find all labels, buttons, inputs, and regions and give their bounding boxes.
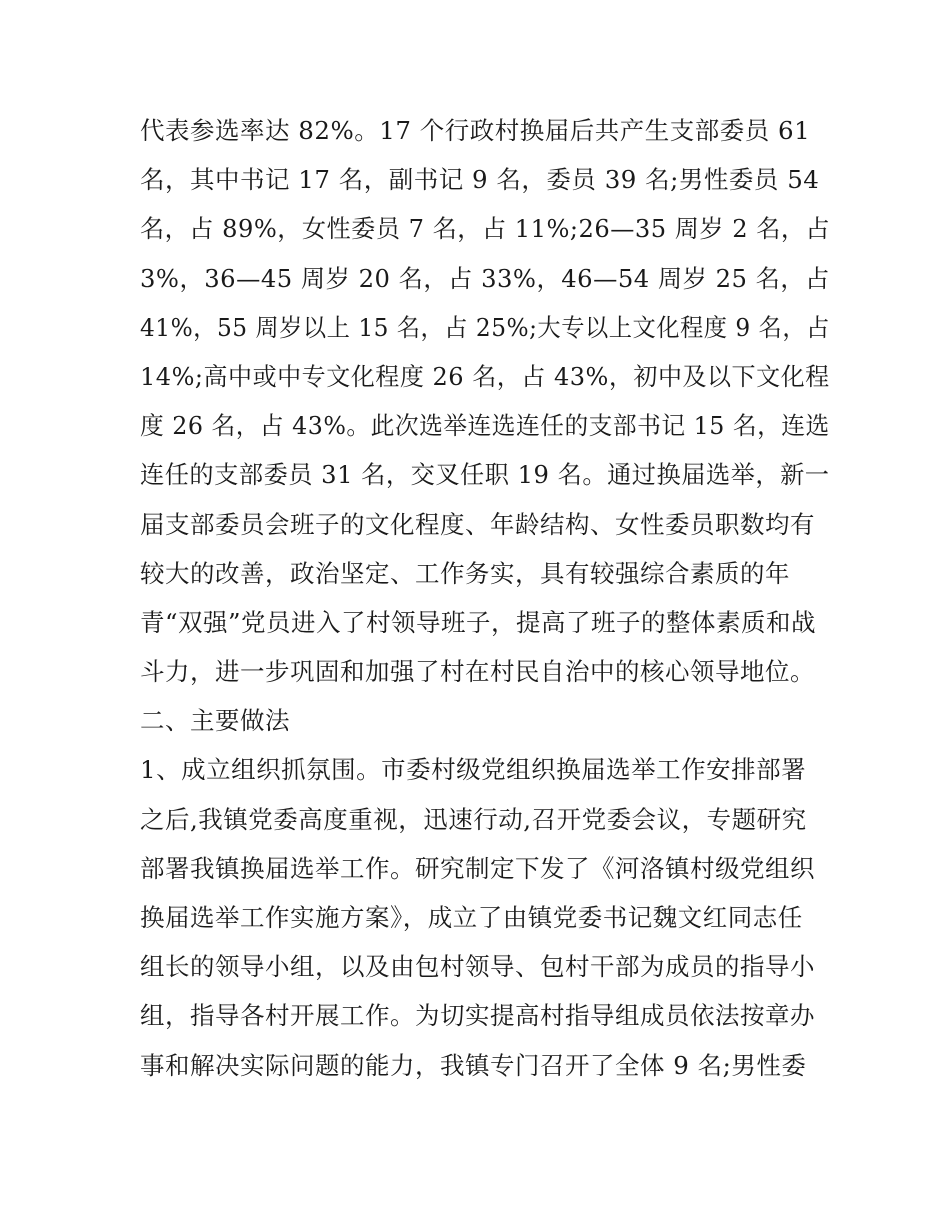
body-text (140, 106, 830, 1090)
text-line: 组长的领导小组，以及由包村领导、包村干部为成员的指导小 (140, 952, 815, 982)
text-line: 度 26 名，占 43%。此次选举连选连任的支部书记 15 名，连选 (140, 411, 830, 441)
text-line: 届支部委员会班子的文化程度、年龄结构、女性委员职数均有 (140, 509, 815, 539)
text-line: 连任的支部委员 31 名，交叉任职 19 名。通过换届选举，新一 (140, 460, 830, 490)
text-line: 之后,我镇党委高度重视，迅速行动,召开党委会议，专题研究 (140, 804, 807, 834)
text-line: 组，指导各村开展工作。为切实提高村指导组成员依法按章办 (140, 1001, 815, 1031)
text-line: 青“双强”党员进入了村领导班子，提高了班子的整体素质和战 (140, 607, 817, 637)
text-line: 名，占 89%，女性委员 7 名，占 11%;26—35 周岁 2 名，占 (140, 214, 831, 244)
text-line: 事和解决实际问题的能力，我镇专门召开了全体 9 名;男性委 (140, 1050, 807, 1080)
text-line: 换届选举工作实施方案》，成立了由镇党委书记魏文红同志任 (140, 903, 803, 932)
text-line: 14%;高中或中专文化程度 26 名，占 43%，初中及以下文化程 (140, 361, 830, 391)
text-line: 41%，55 周岁以上 15 名，占 25%;大专以上文化程度 9 名，占 (140, 312, 830, 342)
text-line: 3%，36—45 周岁 20 名，占 33%，46—54 周岁 25 名，占 (140, 263, 830, 293)
text-line: 部署我镇换届选举工作。研究制定下发了《河洛镇村级党组织 (140, 853, 815, 883)
text-line: 名，其中书记 17 名，副书记 9 名，委员 39 名;男性委员 54 (140, 165, 820, 195)
text-line: 斗力，进一步巩固和加强了村在村民自治中的核心领导地位。 (140, 657, 815, 687)
text-line: 代表参选率达 82%。17 个行政村换届后共产生支部委员 61 (140, 116, 811, 145)
text-line: 较大的改善，政治坚定、工作务实，具有较强综合素质的年 (140, 558, 790, 588)
text-line: 1、成立组织抓氛围。市委村级党组织换届选举工作安排部署 (140, 755, 807, 785)
section-heading: 二、主要做法 (140, 706, 290, 736)
